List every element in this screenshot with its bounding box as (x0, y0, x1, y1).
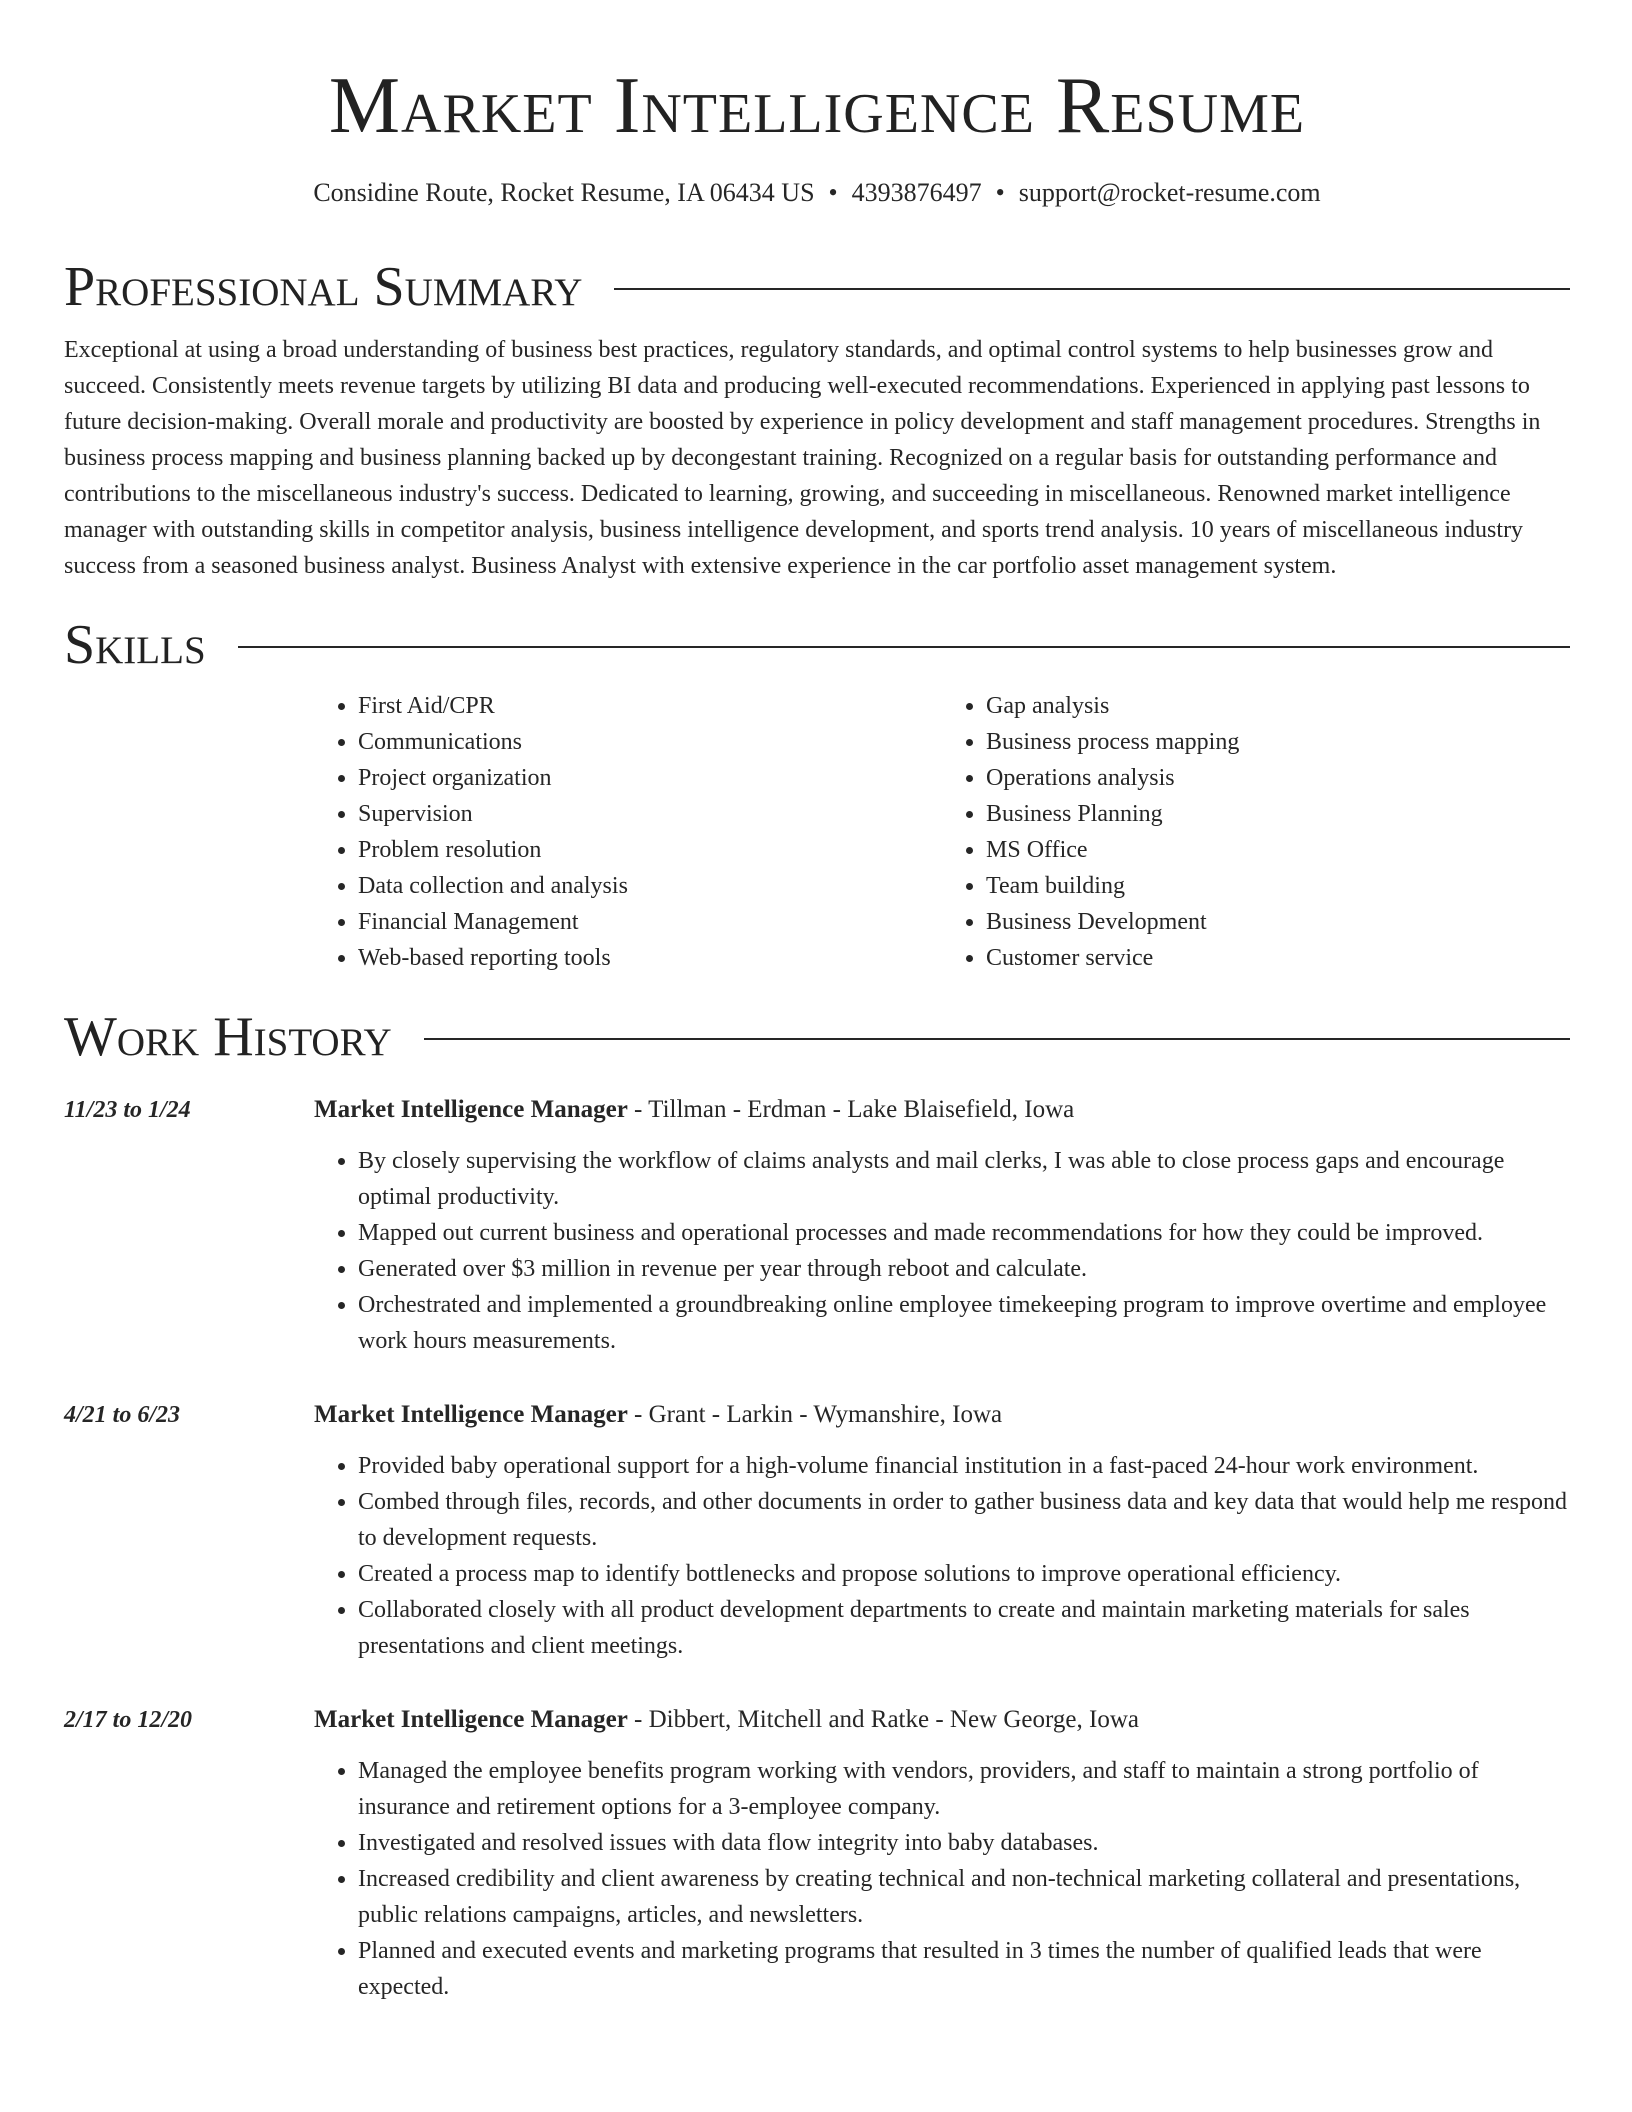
work-history-section (64, 1004, 1570, 2005)
work-history-heading: Work History (64, 1006, 392, 1068)
contact-address: Considine Route, Rocket Resume, IA 06434 US (313, 178, 815, 207)
skill-item: • Data collection and analysis (358, 868, 942, 904)
job-employer: - Tillman - Erdman - Lake Blaisefield, Iowa (627, 1096, 1075, 1123)
job-details (314, 1702, 1570, 2005)
job-title-line (314, 1092, 1570, 1128)
job-bullet: • Generated over $3 million in revenue per year through reboot and calculate. (358, 1251, 1570, 1287)
resume-name: Market Intelligence Resume (328, 62, 1306, 150)
job-dates: 11/23 to 1/24 (64, 1097, 191, 1123)
summary-text: Exceptional at using a broad understanding of business best practices, regulatory standards, and optimal control systems to help businesses grow and succeed. Consistently meets revenue targets by utilizing BI data and producing well-executed recommendations. Experienced in applying past lessons to future decision-making. Overall morale and productivity are boosted by experience in policy development and staff management procedures. Strengths in business process mapping and business planning backed up by decongestant training. Recognized on a regular basis for outstanding performance and contributions to the miscellaneous industry's success. Dedicated to learning, growing, and succeeding in miscellaneous. Renowned market intelligence manager with outstanding skills in competitor analysis, business intelligence development, and sports trend analysis. 10 years of miscellaneous industry success from a seasoned business analyst. Business Analyst with extensive experience in the car portfolio asset management system. (64, 337, 1541, 579)
job-bullets (314, 1143, 1570, 1359)
job-title: Market Intelligence Manager (314, 1706, 628, 1733)
job-bullet: • By closely supervising the workflow of claims analysts and mail clerks, I was able to close process gaps and encourage optimal productivity. (358, 1143, 1570, 1215)
job-title: Market Intelligence Manager (314, 1096, 628, 1123)
skill-item: • Business process mapping (986, 724, 1570, 760)
section-header (64, 254, 1570, 320)
skill-item: • First Aid/CPR (358, 688, 942, 724)
job-bullet: • Provided baby operational support for a high-volume financial institution in a fast-paced 24-hour work environment. (358, 1448, 1570, 1484)
section-header (64, 1004, 1570, 1070)
contact-line (64, 176, 1570, 210)
job-dates: 2/17 to 12/20 (64, 1707, 193, 1733)
contact-phone: 4393876497 (851, 178, 982, 207)
skill-item: • MS Office (986, 832, 1570, 868)
job-bullet: • Planned and executed events and marketing programs that resulted in 3 times the number of qualified leads that were expected. (358, 1933, 1570, 2005)
skill-item: • Web-based reporting tools (358, 940, 942, 976)
skill-item: • Customer service (986, 940, 1570, 976)
job-bullet: • Increased credibility and client awareness by creating technical and non-technical marketing collateral and presentations, public relations campaigns, articles, and newsletters. (358, 1861, 1570, 1933)
skill-item: • Supervision (358, 796, 942, 832)
job-employer: - Grant - Larkin - Wymanshire, Iowa (627, 1401, 1003, 1428)
job-bullet: • Investigated and resolved issues with data flow integrity into baby databases. (358, 1825, 1570, 1861)
job-bullet: • Collaborated closely with all product development departments to create and maintain marketing materials for sales presentations and client meetings. (358, 1592, 1570, 1664)
job-bullets (314, 1753, 1570, 2005)
job-bullet: • Orchestrated and implemented a groundbreaking online employee timekeeping program to improve overtime and employee work hours measurements. (358, 1287, 1570, 1359)
summary-section (64, 254, 1570, 584)
job-bullet: • Managed the employee benefits program working with vendors, providers, and staff to maintain a strong portfolio of insurance and retirement options for a 3-employee company. (358, 1753, 1570, 1825)
job-entry (64, 1702, 1570, 2005)
job-bullets (314, 1448, 1570, 1664)
contact-separator: • (995, 178, 1005, 207)
skills-heading: Skills (64, 614, 206, 676)
section-rule (424, 1038, 1570, 1040)
skill-item: • Communications (358, 724, 942, 760)
skills-columns (314, 688, 1570, 976)
skills-list-right (942, 688, 1570, 976)
job-title-line (314, 1397, 1570, 1433)
section-rule (614, 288, 1570, 290)
skill-item: • Gap analysis (986, 688, 1570, 724)
job-bullet: • Created a process map to identify bottlenecks and propose solutions to improve operational efficiency. (358, 1556, 1570, 1592)
skill-item: • Problem resolution (358, 832, 942, 868)
skill-item: • Team building (986, 868, 1570, 904)
job-details (314, 1092, 1570, 1359)
section-rule (238, 646, 1570, 648)
job-title: Market Intelligence Manager (314, 1401, 628, 1428)
skill-item: • Business Planning (986, 796, 1570, 832)
contact-email: support@rocket-resume.com (1018, 178, 1321, 207)
contact-separator: • (828, 178, 838, 207)
summary-heading: Professional Summary (64, 256, 583, 318)
job-bullet: • Mapped out current business and operational processes and made recommendations for how they could be improved. (358, 1215, 1570, 1251)
skills-list-left (314, 688, 942, 976)
job-entry (64, 1092, 1570, 1359)
skill-item: • Operations analysis (986, 760, 1570, 796)
job-entry (64, 1397, 1570, 1664)
skill-item: • Business Development (986, 904, 1570, 940)
job-dates: 4/21 to 6/23 (64, 1402, 181, 1428)
job-employer: - Dibbert, Mitchell and Ratke - New George, Iowa (627, 1706, 1139, 1733)
skill-item: • Project organization (358, 760, 942, 796)
skills-section (64, 612, 1570, 976)
skill-item: • Financial Management (358, 904, 942, 940)
section-header (64, 612, 1570, 678)
job-details (314, 1397, 1570, 1664)
job-bullet: • Combed through files, records, and other documents in order to gather business data and key data that would help me respond to development requests. (358, 1484, 1570, 1556)
job-title-line (314, 1702, 1570, 1738)
